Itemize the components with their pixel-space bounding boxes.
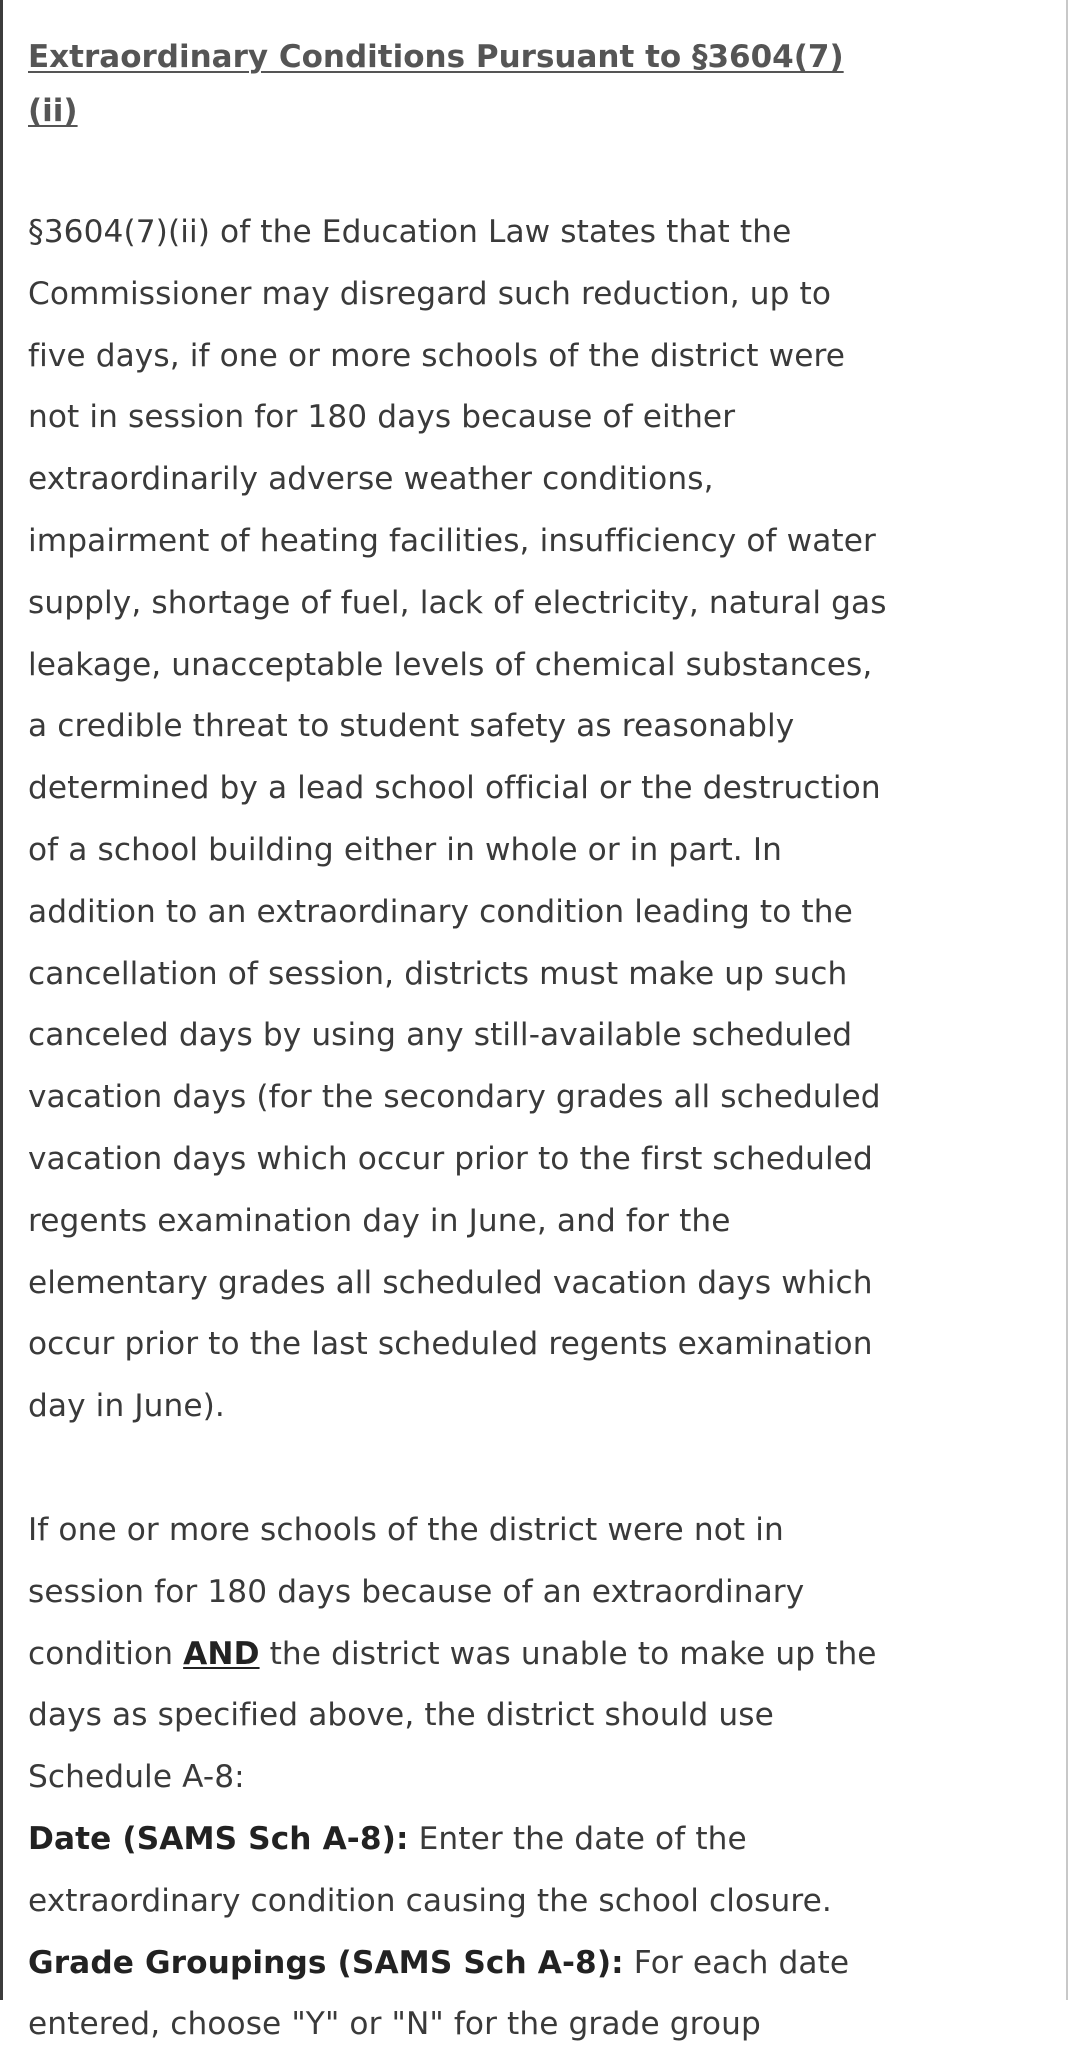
text-line: five days, if one or more schools of the district were [28, 337, 846, 374]
text-line: vacation days which occur prior to the first scheduled [28, 1140, 873, 1177]
text-line: impairment of heating facilities, insufficiency of water [28, 522, 876, 559]
spacer [28, 138, 1018, 202]
grade-groupings-description [28, 1933, 1018, 1995]
text-line: extraordinarily adverse weather conditions, [28, 461, 714, 498]
document-content [28, 30, 1018, 2056]
right-border [1066, 0, 1068, 2000]
text-line: Commissioner may disregard such reduction, up to [28, 275, 832, 312]
text-line: leakage, unacceptable levels of chemical substances, [28, 646, 873, 683]
date-field-description [28, 1809, 1018, 1871]
text-fragment: For each date [623, 1944, 850, 1981]
text-line: canceled days by using any still-available scheduled [28, 1017, 853, 1054]
text-line: regents examination day in June, and for the [28, 1202, 731, 1239]
text-line: days as specified above, the district should use [28, 1697, 774, 1734]
spacer [28, 1438, 1018, 1500]
text-fragment: condition [28, 1635, 184, 1672]
text-line: supply, shortage of fuel, lack of electricity, natural gas [28, 584, 887, 621]
text-line [28, 1624, 1018, 1686]
date-field-label: Date (SAMS Sch A-8): [28, 1820, 409, 1857]
text-line: determined by a lead school official or the destruction [28, 770, 881, 807]
heading-line-2: (ii) [28, 93, 78, 129]
text-line-cut-off: entered, choose "Y" or "N" for the grade group [28, 2006, 761, 2043]
text-line: vacation days (for the secondary grades all scheduled [28, 1079, 881, 1116]
text-line: extraordinary condition causing the school closure. [28, 1882, 832, 1919]
text-line: occur prior to the last scheduled regents examination [28, 1326, 873, 1363]
text-line: If one or more schools of the district were not in [28, 1511, 784, 1548]
text-line: cancellation of session, districts must make up such [28, 955, 848, 992]
text-line: session for 180 days because of an extraordinary [28, 1573, 805, 1610]
paragraph-schedule-a8 [28, 1500, 1018, 2056]
section-heading-link[interactable] [28, 30, 1018, 138]
text-line: §3604(7)(ii) of the Education Law states that the [28, 214, 792, 250]
text-fragment: Enter the date of the [408, 1820, 747, 1857]
left-border [0, 0, 3, 2000]
emphasis-and: AND [183, 1635, 260, 1672]
text-line: addition to an extraordinary condition leading to the [28, 893, 853, 930]
text-line: Schedule A-8: [28, 1759, 245, 1796]
section-heading [28, 30, 1018, 138]
text-line: a credible threat to student safety as reasonably [28, 708, 795, 745]
text-line: elementary grades all scheduled vacation days which [28, 1264, 873, 1301]
text-line: not in session for 180 days because of either [28, 399, 736, 436]
heading-line-1: Extraordinary Conditions Pursuant to §3604(7) [28, 39, 844, 75]
paragraph-statute [28, 202, 1018, 1438]
text-line: day in June). [28, 1388, 225, 1425]
grade-groupings-label: Grade Groupings (SAMS Sch A-8): [28, 1944, 624, 1981]
text-line: of a school building either in whole or in part. In [28, 831, 782, 868]
text-fragment: the district was unable to make up the [259, 1635, 877, 1672]
